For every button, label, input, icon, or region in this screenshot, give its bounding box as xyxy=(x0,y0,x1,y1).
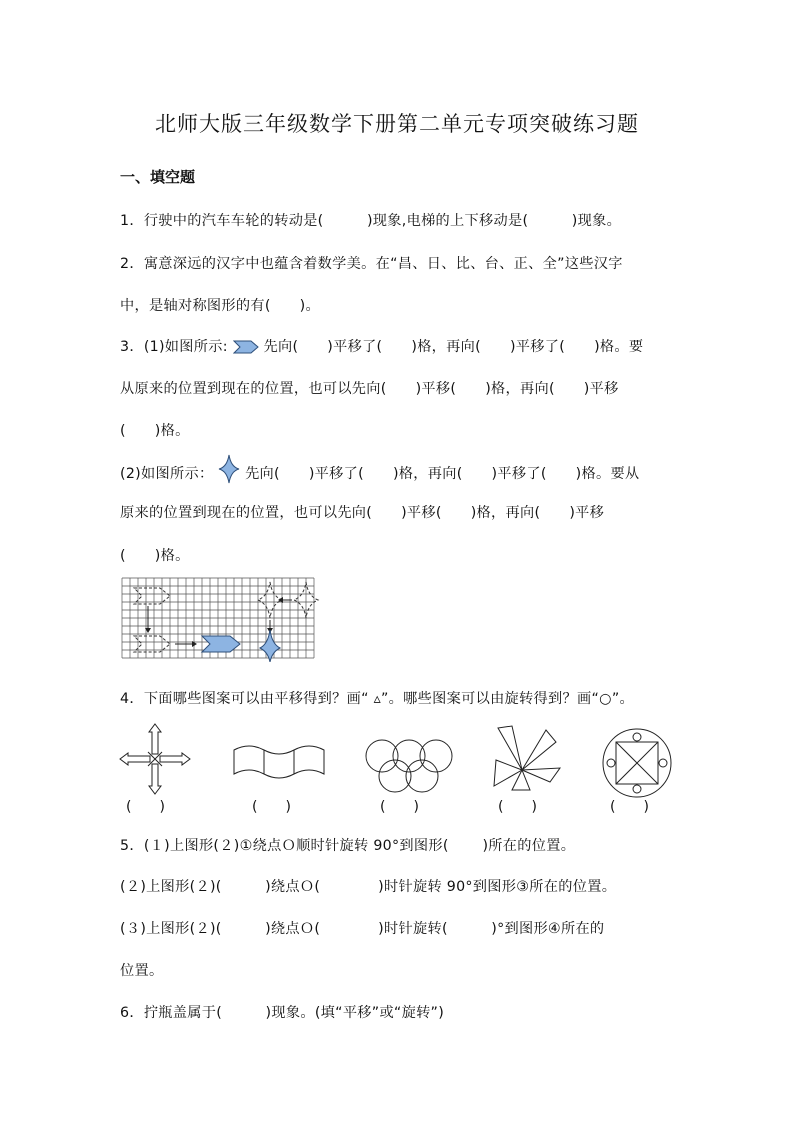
question-1: 1．行驶中的汽车车轮的转动是( )现象,电梯的上下移动是( )现象。 xyxy=(120,213,622,229)
moved-star-shape xyxy=(260,630,280,662)
answer-paren-1[interactable]: ( ) xyxy=(126,799,165,815)
intermediate-arrow-shape xyxy=(134,636,170,652)
answer-paren-2[interactable]: ( ) xyxy=(252,799,291,815)
arrow-shape-icon xyxy=(233,340,259,354)
question-3-2-line-3: ( )格。 xyxy=(120,548,190,564)
question-3-1-prefix: 3．(1)如图所示: xyxy=(120,339,228,355)
question-3-2-suffix: 先向( )平移了( )格，再向( )平移了( )格。要从 xyxy=(245,466,640,482)
question-3-2-prefix: (2)如图所示： xyxy=(120,466,214,482)
answer-paren-3[interactable]: ( ) xyxy=(380,799,419,815)
question-2-line-2: 中，是轴对称图形的有( )。 xyxy=(120,298,321,314)
pinwheel-triangles-pattern xyxy=(490,724,562,792)
answer-paren-4[interactable]: ( ) xyxy=(498,799,537,815)
circle-square-pattern xyxy=(600,728,674,798)
section-heading-fill-blanks: 一、填空题 xyxy=(120,168,196,186)
question-5-line-4: 位置。 xyxy=(120,963,164,979)
original-arrow-shape xyxy=(134,588,170,604)
question-5-line-2: (２)上图形(２)( )绕点Ｏ( )时针旋转 90°到图形③所在的位置。 xyxy=(120,879,617,895)
question-3-1-line-2: 从原来的位置到现在的位置，也可以先向( )平移( )格，再向( )平移 xyxy=(120,381,619,397)
question-3-2-line-2: 原来的位置到现在的位置，也可以先向( )平移( )格，再向( )平移 xyxy=(120,505,605,521)
diamond-star-icon xyxy=(218,454,240,484)
question-3-1-suffix: 先向( )平移了( )格，再向( )平移了( )格。要 xyxy=(263,339,644,355)
translation-grid-figure xyxy=(120,576,320,662)
wavy-band-pattern xyxy=(232,742,326,782)
question-4: 4．下面哪些图案可以由平移得到？画“ ▵”。哪些图案可以由旋转得到？画“○”。 xyxy=(120,691,634,707)
question-5-line-1: 5．(１)上图形(２)①绕点Ｏ顺时针旋转 90°到图形( )所在的位置。 xyxy=(120,838,576,854)
question-2-line-1: 2．寓意深远的汉字中也蕴含着数学美。在“昌、日、比、台、正、全”这些汉字 xyxy=(120,256,623,272)
question-3-1-line-3: ( )格。 xyxy=(120,423,190,439)
answer-paren-5[interactable]: ( ) xyxy=(610,799,649,815)
olympic-rings-pattern xyxy=(364,736,454,796)
question-3-1-line-1 xyxy=(120,336,643,356)
page-title: 北师大版三年级数学下册第二单元专项突破练习题 xyxy=(155,112,639,136)
question-6: 6．拧瓶盖属于( )现象。(填“平移”或“旋转”) xyxy=(120,1005,445,1021)
question-3-2-line-1 xyxy=(120,463,639,484)
four-arrows-pattern xyxy=(118,722,192,796)
question-5-line-3: (３)上图形(２)( )绕点Ｏ( )时针旋转( )°到图形④所在的 xyxy=(120,921,605,937)
